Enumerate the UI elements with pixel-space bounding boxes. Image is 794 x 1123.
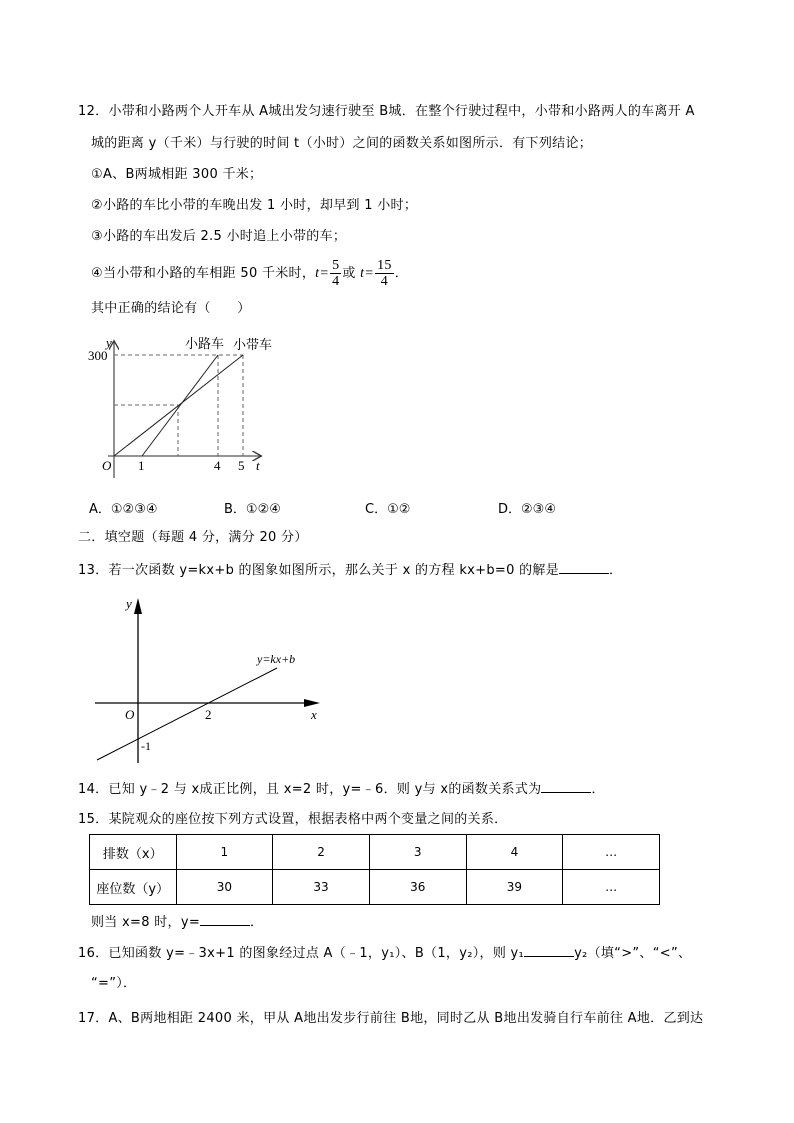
q15-followup-text: 则当 x=8 时，y=	[91, 915, 201, 930]
fraction-5-4: $\frac{5}{4}$	[332, 258, 340, 289]
x-tick-2: 2	[205, 707, 212, 722]
q12-statement-3: ③小路的车出发后 2.5 小时追上小带的车；	[91, 229, 347, 244]
table-cell: 30	[176, 870, 273, 905]
table-cell: 39	[466, 870, 563, 905]
option-c[interactable]: C．①②	[365, 502, 411, 517]
chart-linear-function	[85, 588, 335, 768]
table-cell: 36	[369, 870, 466, 905]
option-a[interactable]: A．①②③④	[89, 502, 158, 517]
y-label: y	[106, 335, 112, 350]
row-header-rows: 排数（x）	[90, 835, 177, 870]
q13	[78, 561, 622, 580]
q16-answer-blank[interactable]	[524, 944, 574, 957]
table-cell: 2	[273, 835, 370, 870]
line-label: y=kx+b	[257, 652, 296, 666]
line-kx-plus-b	[97, 668, 277, 760]
q12-line2: 城的距离 y（千米）与行驶的时间 t（小时）之间的函数关系如图所示．有下列结论；	[91, 136, 593, 151]
q13-answer-blank[interactable]	[559, 561, 609, 574]
q16-text-b: y₂（填“>”、“<”、	[574, 946, 692, 961]
y-label: y	[126, 596, 132, 611]
row-header-seats: 座位数（y）	[90, 870, 177, 905]
table-cell: 33	[273, 870, 370, 905]
q15-followup	[91, 913, 263, 932]
x-tick-5: 5	[238, 458, 245, 473]
fraction-15-4: $\frac{15}{4}$	[377, 258, 392, 289]
q16-text-a: 16．已知函数 y=﹣3x+1 的图象经过点 A（﹣1，y₁）、B（1，y₂），则 y₁	[78, 946, 525, 961]
y-tick-300: 300	[88, 348, 108, 363]
label-xiaolu: 小路车	[185, 336, 225, 351]
q16-line1	[78, 944, 691, 963]
q17-line1: 17．A、B两地相距 2400 米，甲从 A地出发步行前往 B地，同时乙从 B地出发骑自行车前往 A地．乙到达	[78, 1011, 704, 1026]
q15-text: 15．某院观众的座位按下列方式设置，根据表格中两个变量之间的关系．	[78, 812, 508, 827]
q12-statement-1: ①A、B两城相距 300 千米；	[91, 167, 263, 182]
x-tick-1: 1	[138, 458, 145, 473]
q12-s4-or: 或	[342, 266, 356, 281]
origin-label: O	[125, 707, 135, 722]
q13-end: ．	[609, 563, 623, 578]
q12-s4-prefix: ④当小带和小路的车相距 50 千米时，	[91, 266, 316, 281]
table-cell: 1	[176, 835, 273, 870]
table-cell: 3	[369, 835, 466, 870]
q16-line2: “=”）．	[91, 976, 137, 991]
q12-statement-2: ②小路的车比小带的车晚出发 1 小时，却早到 1 小时；	[91, 198, 418, 213]
seat-table	[89, 834, 660, 905]
table-cell: 4	[466, 835, 563, 870]
q15-end: ．	[250, 915, 264, 930]
label-xiaodai: 小带车	[233, 337, 273, 352]
q12-prompt: 其中正确的结论有（ ）	[91, 301, 251, 316]
q12-line1: 12．小带和小路两个人开车从 A城出发匀速行驶至 B城．在整个行驶过程中，小带和小路两人的车离开 A	[78, 104, 695, 119]
q14	[78, 780, 605, 799]
option-b[interactable]: B．①②④	[224, 502, 281, 517]
q12-s4-end: ．	[394, 266, 409, 281]
table-cell: …	[563, 870, 660, 905]
q12-s4-t1: t=	[315, 266, 330, 281]
origin-label: O	[102, 458, 112, 473]
x-label: t	[256, 458, 260, 473]
q14-answer-blank[interactable]	[541, 780, 591, 793]
q14-end: ．	[591, 782, 605, 797]
q14-text: 14．已知 y﹣2 与 x成正比例，且 x=2 时，y=﹣6．则 y与 x的函数关系式为	[78, 782, 542, 797]
table-row	[90, 835, 660, 870]
table-row	[90, 870, 660, 905]
x-tick-4: 4	[214, 458, 221, 473]
y-tick-neg1: -1	[141, 739, 151, 753]
option-d[interactable]: D．②③④	[498, 502, 556, 517]
q12-s4-t2: t=	[360, 266, 375, 281]
chart-distance-time	[80, 330, 280, 480]
x-label: x	[311, 707, 317, 722]
q15-answer-blank[interactable]	[200, 913, 250, 926]
section-title: 二．填空题（每题 4 分，满分 20 分）	[78, 530, 308, 545]
table-cell: …	[563, 835, 660, 870]
line-xiaolu	[142, 355, 218, 456]
q13-text: 13．若一次函数 y=kx+b 的图象如图所示，那么关于 x 的方程 kx+b=0 的解是	[78, 563, 560, 578]
q12-statement-4	[91, 258, 408, 289]
